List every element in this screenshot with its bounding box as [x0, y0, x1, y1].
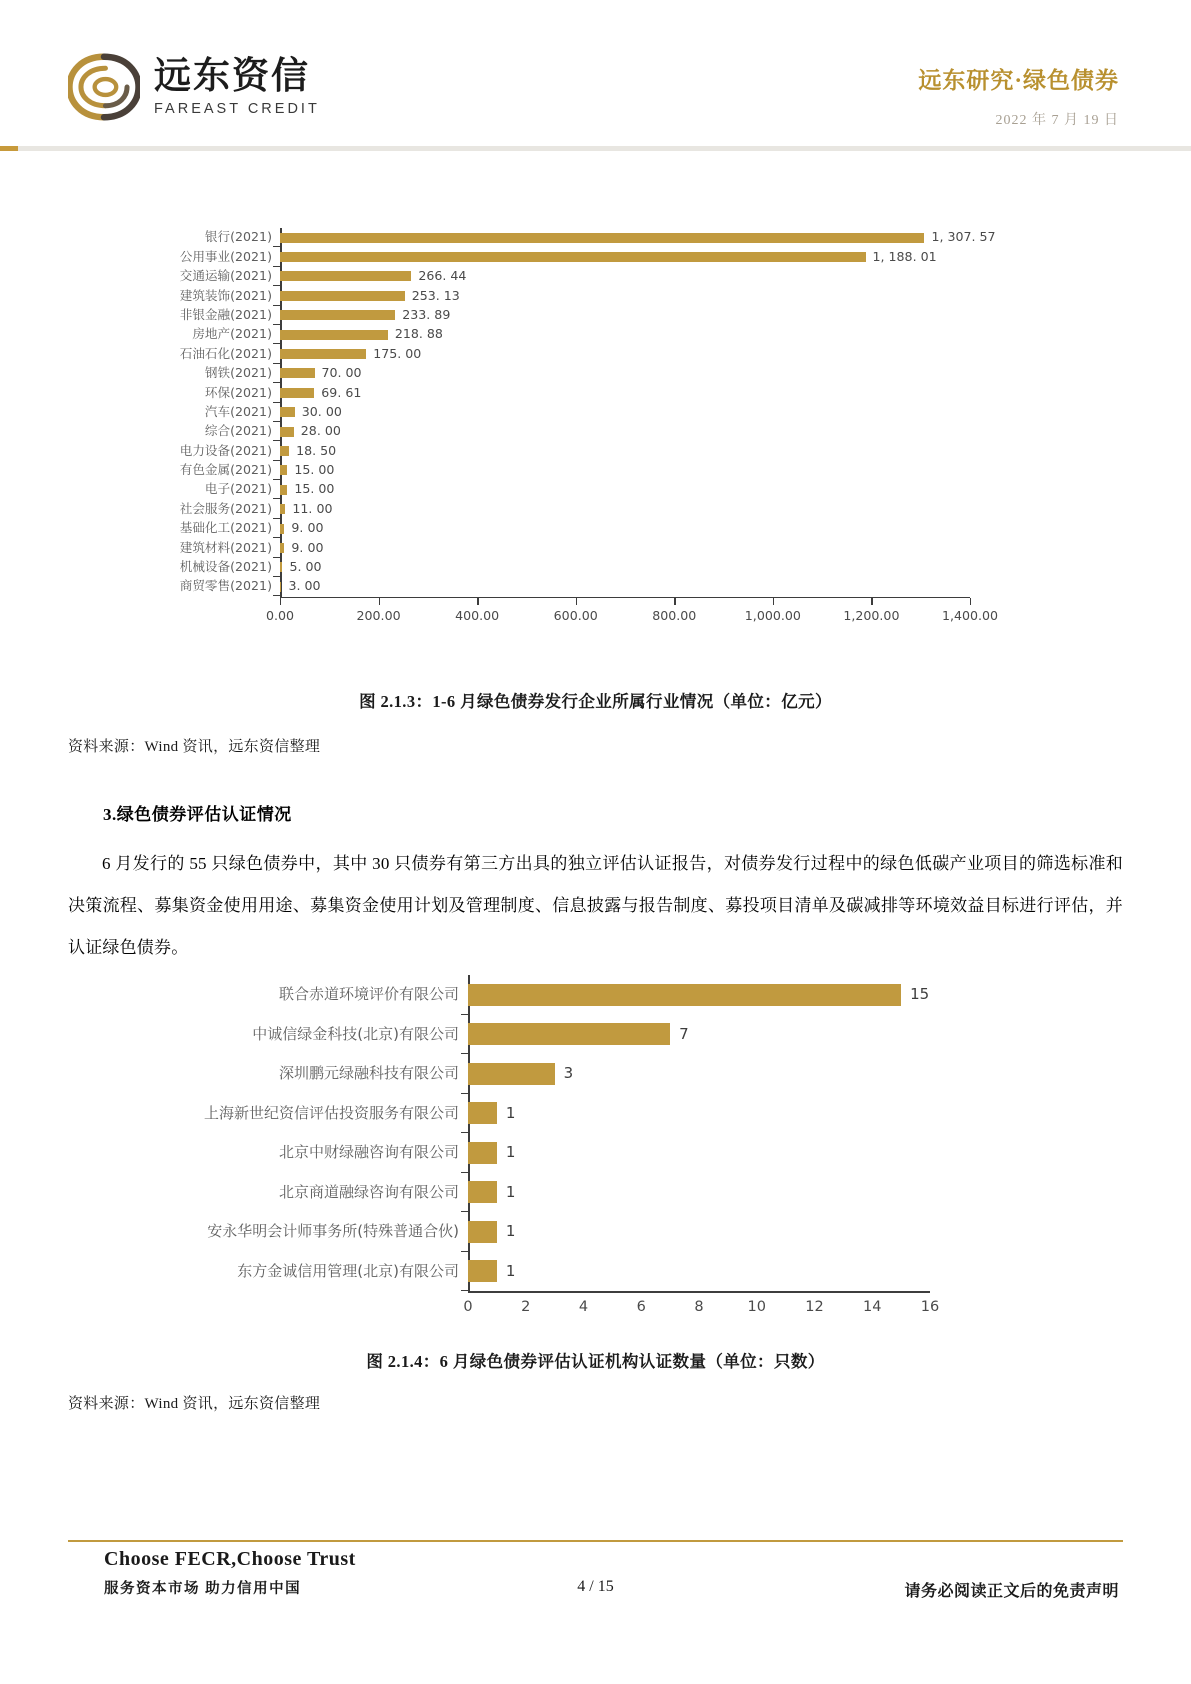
chart1-bar: [280, 465, 287, 475]
header-divider: [0, 146, 1191, 151]
chart2-category-label: 北京中财绿融咨询有限公司: [278, 1143, 459, 1162]
chart2-category-label: 东方金诚信用管理(北京)有限公司: [237, 1261, 459, 1280]
chart1-value-label: 233. 89: [402, 306, 451, 322]
chart1-category-label: 交通运输(2021): [179, 268, 272, 284]
chart1-x-tick: [970, 598, 971, 605]
chart2-y-tick: [461, 1094, 468, 1134]
chart1-x-tick: [773, 598, 774, 605]
chart2-bar: [468, 1221, 497, 1243]
chart1-bar-track: [280, 306, 970, 325]
chart1-x-tick-label: 0.00: [265, 607, 295, 623]
chart2-bar: [468, 1181, 497, 1203]
chart1-bar: [280, 233, 924, 243]
chart1-x-tick-label: 1,000.00: [744, 607, 801, 623]
chart1-bar-row: [140, 480, 970, 499]
chart2-y-tick: [461, 1015, 468, 1055]
chart1-x-tick-label: 1,200.00: [843, 607, 900, 623]
chart1-value-label: 9. 00: [291, 520, 324, 536]
chart1-category-label: 建筑装饰(2021): [179, 287, 272, 303]
chart1-bar-track: [280, 344, 970, 363]
chart2-bar-track: [468, 1054, 980, 1094]
chart2-x-tick-label: 10: [747, 1299, 766, 1315]
chart1-bar-row: [140, 577, 970, 596]
chart2-bar-row: [150, 1212, 980, 1252]
page-number: 4 / 15: [577, 1578, 614, 1595]
chart1-bar: [280, 310, 395, 320]
chart2-value-label: 1: [505, 1103, 516, 1122]
chart1-bar-track: [280, 403, 970, 422]
chart2-bar-track: [468, 1015, 980, 1055]
chart1-bar: [280, 504, 285, 514]
chart1-x-tick: [674, 598, 675, 605]
chart1-bar-track: [280, 247, 970, 266]
chart2-bar-track: [468, 1212, 980, 1252]
chart2-x-tick-label: 12: [805, 1299, 824, 1315]
chart1-bar-track: [280, 267, 970, 286]
header-right-block: [918, 62, 1119, 129]
chart1-bar: [280, 252, 866, 262]
chart1-bar-track: [280, 461, 970, 480]
chart2-x-tick-label: 8: [694, 1299, 704, 1315]
chart1-bar-row: [140, 558, 970, 577]
chart1-bar: [280, 582, 281, 592]
chart1-bar-row: [140, 228, 996, 247]
chart1-bar: [280, 271, 411, 281]
chart1-bar: [280, 368, 315, 378]
chart1-category-label: 电力设备(2021): [179, 442, 272, 458]
figure2-caption: 图 2.1.4：6 月绿色债券评估认证机构认证数量（单位：只数）: [366, 1352, 825, 1371]
chart1-bar: [280, 407, 295, 417]
chart2-value-label: 1: [505, 1182, 516, 1201]
chart2-category-label: 北京商道融绿咨询有限公司: [278, 1182, 459, 1201]
chart1-category-label: 有色金属(2021): [179, 462, 272, 478]
chart2-value-label: 7: [679, 1024, 689, 1043]
chart2-value-label: 1: [505, 1222, 516, 1241]
chart2-y-ticks: [461, 975, 468, 1291]
page-header: [0, 0, 1191, 150]
chart1-x-tick-label: 600.00: [553, 607, 598, 623]
chart2-bar-track: [468, 1133, 980, 1173]
chart1-x-tick: [576, 598, 577, 605]
chart1-value-label: 28. 00: [300, 423, 341, 439]
report-date: 2022 年 7 月 19 日: [995, 113, 1119, 128]
chart1-value-label: 11. 00: [292, 500, 333, 516]
chart2-value-label: 1: [505, 1261, 516, 1280]
chart2-y-tick: [461, 1173, 468, 1213]
chart2-value-label: 3: [563, 1064, 574, 1083]
chart1-category-label: 综合(2021): [204, 423, 272, 439]
chart2-bars: [150, 975, 980, 1291]
chart1-bar-row: [140, 383, 970, 402]
chart1-x-tick-label: 800.00: [652, 607, 697, 623]
chart1-bar-track: [280, 519, 970, 538]
chart1-category-label: 电子(2021): [204, 481, 272, 497]
chart1-bar-row: [140, 267, 970, 286]
chart1-category-label: 机械设备(2021): [179, 559, 272, 575]
chart1-bar-row: [140, 286, 970, 305]
chart1-bars: [140, 228, 996, 596]
chart1-x-tick: [477, 598, 478, 605]
chart1-category-label: 建筑材料(2021): [179, 539, 272, 555]
chart2-bar: [468, 1023, 670, 1045]
chart1-bar-track: [280, 538, 970, 557]
chart1-value-label: 5. 00: [289, 559, 322, 575]
chart1-value-label: 253. 13: [411, 287, 460, 303]
chart1-bar-row: [140, 519, 970, 538]
chart1-category-label: 汽车(2021): [204, 403, 272, 419]
chart2-y-tick: [461, 1133, 468, 1173]
chart1-bar-row: [140, 247, 970, 266]
chart1-category-label: 社会服务(2021): [179, 500, 272, 516]
section-heading-3: 3.绿色债券评估认证情况: [103, 805, 292, 824]
chart1-x-tick: [280, 598, 281, 605]
chart2-x-tick-label: 4: [578, 1299, 589, 1315]
chart1-bar: [280, 291, 405, 301]
chart2-category-label: 安永华明会计师事务所(特殊普通合伙): [207, 1222, 459, 1241]
figure2-source: 资料来源：Wind 资讯，远东资信整理: [68, 1396, 321, 1412]
chart1-value-label: 69. 61: [321, 384, 362, 400]
chart1-value-label: 3. 00: [288, 578, 321, 594]
chart1-bar: [280, 427, 294, 437]
chart2-bar-row: [150, 975, 980, 1015]
chart1-bar-row: [140, 364, 970, 383]
chart1-category-label: 商贸零售(2021): [179, 578, 272, 594]
section-3-paragraph: 6 月发行的 55 只绿色债券中，其中 30 只债券有第三方出具的独立评估认证报告，对债券发行过程中的绿色低碳产业项目的筛选标准和决策流程、募集资金使用用途、募集资金使用计划及管理制度、信息披露与报告制度、募投项目清单及碳减排等环境效益目标进行评估，并认证绿色债券。: [68, 854, 1123, 957]
chart1-bar: [280, 562, 282, 572]
chart2-x-tick-label: 14: [863, 1299, 882, 1315]
chart2-y-tick: [461, 1054, 468, 1094]
chart1-bar: [280, 349, 366, 359]
chart1-value-label: 218. 88: [394, 326, 443, 342]
chart2-bar-row: [150, 1054, 980, 1094]
chart1-bar-row: [140, 441, 970, 460]
chart2-bar-row: [150, 1252, 980, 1292]
logo-text-block: [154, 57, 320, 117]
chart-industry-issuance: [140, 228, 999, 668]
chart2-bar: [468, 1102, 497, 1124]
chart2-x-axis: [468, 1291, 930, 1293]
chart1-value-label: 15. 00: [294, 462, 335, 478]
chart1-value-label: 15. 00: [294, 481, 335, 497]
chart1-bar-row: [140, 422, 970, 441]
chart1-bar-row: [140, 538, 970, 557]
footer-slogan-cn: 服务资本市场 助力信用中国: [104, 1581, 302, 1597]
chart2-bar: [468, 1142, 497, 1164]
chart1-value-label: 175. 00: [373, 345, 422, 361]
figure1-caption: 图 2.1.3：1-6 月绿色债券发行企业所属行业情况（单位：亿元）: [359, 692, 832, 711]
company-logo: [68, 52, 320, 122]
chart1-value-label: 1, 188. 01: [872, 248, 937, 264]
chart2-x-tick-label: 6: [636, 1299, 646, 1315]
chart1-value-label: 18. 50: [296, 442, 337, 458]
chart1-category-label: 房地产(2021): [192, 326, 272, 342]
chart1-bar: [280, 485, 287, 495]
chart1-bar-row: [140, 499, 970, 518]
chart2-category-label: 联合赤道环境评价有限公司: [278, 985, 459, 1004]
chart1-bar: [280, 388, 314, 398]
chart1-value-label: 70. 00: [321, 365, 362, 381]
chart1-bar: [280, 446, 289, 456]
chart2-bar-track: [468, 1252, 980, 1292]
chart2-x-tick-label: 16: [920, 1299, 940, 1315]
chart2-bar-row: [150, 1173, 980, 1213]
chart1-bar-track: [280, 480, 970, 499]
chart1-category-label: 基础化工(2021): [179, 520, 272, 536]
chart1-category-label: 钢铁(2021): [204, 365, 272, 381]
chart2-value-label: 15: [910, 985, 930, 1004]
chart1-category-label: 公用事业(2021): [179, 248, 272, 264]
chart2-value-label: 1: [505, 1143, 516, 1162]
chart1-bar-track: [280, 286, 970, 305]
logo-text-en: FAREAST CREDIT: [154, 100, 320, 117]
chart2-x-tick-labels: [463, 1299, 940, 1319]
chart2-category-label: 中诚信绿金科技(北京)有限公司: [252, 1024, 459, 1043]
chart1-x-tick: [379, 598, 380, 605]
chart2-bar-row: [150, 1133, 980, 1173]
chart-certification-agencies: [150, 975, 980, 1315]
chart1-bar-track: [280, 325, 970, 344]
chart2-bar-track: [468, 975, 980, 1015]
chart1-category-label: 石油石化(2021): [179, 345, 272, 361]
chart1-category-label: 银行(2021): [204, 229, 272, 245]
chart1-value-label: 30. 00: [301, 403, 342, 419]
chart1-bar-track: [280, 558, 970, 577]
chart1-bar-track: [280, 364, 970, 383]
chart1-bar-track: [280, 422, 970, 441]
chart1-bar-row: [140, 403, 970, 422]
fareast-credit-logo-icon: [68, 52, 140, 122]
chart2-bar-row: [150, 1015, 980, 1055]
chart2-bar: [468, 1063, 555, 1085]
chart1-x-tick-label: 400.00: [455, 607, 500, 623]
chart1-bar-row: [140, 344, 970, 363]
chart1-bar-track: [280, 499, 970, 518]
chart1-bar-row: [140, 461, 970, 480]
chart2-category-label: 深圳鹏元绿融科技有限公司: [278, 1064, 459, 1083]
chart1-value-label: 266. 44: [418, 268, 467, 284]
chart1-value-label: 9. 00: [291, 539, 324, 555]
header-divider-accent: [0, 146, 18, 151]
chart1-bar-track: [280, 228, 996, 247]
chart1-bar-track: [280, 577, 970, 596]
chart1-x-tick-label: 1,400.00: [941, 607, 999, 623]
chart1-bar: [280, 330, 388, 340]
chart2-bar: [468, 1260, 497, 1282]
chart2-y-tick: [461, 1212, 468, 1252]
chart1-bar: [280, 524, 284, 534]
report-series-title: 远东研究·绿色债券: [918, 68, 1119, 93]
footer-divider: [68, 1540, 1123, 1542]
chart2-x-tick-label: 2: [521, 1299, 531, 1315]
chart1-x-tick: [871, 598, 872, 605]
chart2-bar: [468, 984, 901, 1006]
chart2-bar-row: [150, 1094, 980, 1134]
figure1-source: 资料来源：Wind 资讯，远东资信整理: [68, 739, 321, 755]
chart2-x-tick-label: 0: [463, 1299, 473, 1315]
chart2-bar-track: [468, 1094, 980, 1134]
chart1-value-label: 1, 307. 57: [931, 229, 996, 245]
chart1-bar: [280, 543, 284, 553]
chart1-category-label: 非银金融(2021): [179, 306, 272, 322]
chart1-bar-track: [280, 441, 970, 460]
chart2-y-tick: [461, 1252, 468, 1292]
chart1-bar-row: [140, 306, 970, 325]
chart1-category-label: 环保(2021): [204, 384, 272, 400]
chart1-x-tick-labels: [265, 607, 999, 628]
chart1-x-ticks: [280, 598, 970, 605]
logo-text-cn: 远东资信: [154, 55, 310, 97]
chart1-bar-row: [140, 325, 970, 344]
chart2-bar-track: [468, 1173, 980, 1213]
footer-slogan-en: Choose FECR,Choose Trust: [104, 1548, 356, 1570]
chart2-category-label: 上海新世纪资信评估投资服务有限公司: [203, 1103, 459, 1122]
chart1-x-tick-label: 200.00: [356, 607, 401, 623]
footer-disclaimer-note: 请务必阅读正文后的免责声明: [904, 1583, 1119, 1600]
chart2-y-tick: [461, 975, 468, 1015]
chart1-bar-track: [280, 383, 970, 402]
